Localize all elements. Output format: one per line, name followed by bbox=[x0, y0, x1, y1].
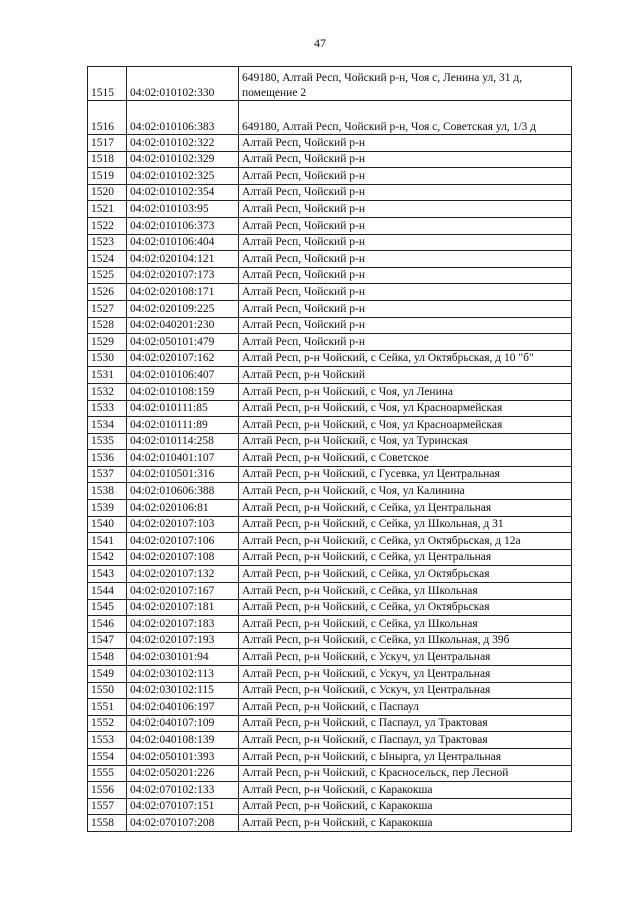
row-number-cell: 1555 bbox=[88, 765, 127, 782]
row-number-cell: 1534 bbox=[88, 417, 127, 434]
row-number-cell: 1523 bbox=[88, 234, 127, 251]
table-row bbox=[88, 201, 572, 218]
address-cell: Алтай Респ, Чойский р-н bbox=[239, 317, 572, 334]
address-cell: Алтай Респ, р-н Чойский, с Сейка, ул Школьная, д 31 bbox=[239, 516, 572, 533]
table-row bbox=[88, 782, 572, 799]
cadastral-number-cell: 04:02:010102:325 bbox=[127, 168, 239, 185]
cadastral-number-cell: 04:02:070102:133 bbox=[127, 782, 239, 799]
address-cell: Алтай Респ, р-н Чойский, с Красносельск, пер Лесной bbox=[239, 765, 572, 782]
row-number-cell: 1544 bbox=[88, 583, 127, 600]
address-cell: Алтай Респ, р-н Чойский, с Паспаул, ул Трактовая bbox=[239, 715, 572, 732]
table-row bbox=[88, 649, 572, 666]
address-cell: Алтай Респ, р-н Чойский, с Чоя, ул Красноармейская bbox=[239, 417, 572, 434]
row-number-cell: 1556 bbox=[88, 782, 127, 799]
cadastral-number-cell: 04:02:020108:171 bbox=[127, 284, 239, 301]
address-cell: Алтай Респ, Чойский р-н bbox=[239, 201, 572, 218]
cadastral-number-cell: 04:02:010103:95 bbox=[127, 201, 239, 218]
property-registry-table bbox=[87, 66, 572, 832]
address-cell: Алтай Респ, р-н Чойский, с Сейка, ул Школьная bbox=[239, 616, 572, 633]
address-cell: Алтай Респ, р-н Чойский bbox=[239, 367, 572, 384]
row-number-cell: 1541 bbox=[88, 533, 127, 550]
registry-table-body bbox=[88, 67, 572, 832]
table-row bbox=[88, 599, 572, 616]
table-row bbox=[88, 549, 572, 566]
address-cell: Алтай Респ, р-н Чойский, с Каракокша bbox=[239, 782, 572, 799]
address-cell: Алтай Респ, р-н Чойский, с Сейка, ул Школьная bbox=[239, 583, 572, 600]
address-cell: Алтай Респ, р-н Чойский, с Сейка, ул Октябрьская bbox=[239, 566, 572, 583]
cadastral-number-cell: 04:02:020107:132 bbox=[127, 566, 239, 583]
row-number-cell: 1520 bbox=[88, 184, 127, 201]
table-row bbox=[88, 466, 572, 483]
address-cell: Алтай Респ, р-н Чойский, с Чоя, ул Красноармейская bbox=[239, 400, 572, 417]
table-row bbox=[88, 67, 572, 101]
table-row bbox=[88, 616, 572, 633]
row-number-cell: 1539 bbox=[88, 500, 127, 517]
row-number-cell: 1531 bbox=[88, 367, 127, 384]
row-number-cell: 1533 bbox=[88, 400, 127, 417]
address-cell: Алтай Респ, Чойский р-н bbox=[239, 168, 572, 185]
address-cell: Алтай Респ, р-н Чойский, с Сейка, ул Октябрьская bbox=[239, 599, 572, 616]
cadastral-number-cell: 04:02:040108:139 bbox=[127, 732, 239, 749]
address-cell: Алтай Респ, р-н Чойский, с Чоя, ул Туринская bbox=[239, 433, 572, 450]
cadastral-number-cell: 04:02:050201:226 bbox=[127, 765, 239, 782]
row-number-cell: 1545 bbox=[88, 599, 127, 616]
row-number-cell: 1530 bbox=[88, 350, 127, 367]
row-number-cell: 1519 bbox=[88, 168, 127, 185]
address-cell: 649180, Алтай Респ, Чойский р-н, Чоя с, Ленина ул, 31 д, помещение 2 bbox=[239, 67, 572, 101]
table-row bbox=[88, 566, 572, 583]
cadastral-number-cell: 04:02:010102:354 bbox=[127, 184, 239, 201]
address-cell: Алтай Респ, р-н Чойский, с Чоя, ул Калинина bbox=[239, 483, 572, 500]
cadastral-number-cell: 04:02:020107:193 bbox=[127, 632, 239, 649]
row-number-cell: 1546 bbox=[88, 616, 127, 633]
row-number-cell: 1515 bbox=[88, 67, 127, 101]
row-number-cell: 1542 bbox=[88, 549, 127, 566]
table-row bbox=[88, 533, 572, 550]
table-row bbox=[88, 334, 572, 351]
table-row bbox=[88, 516, 572, 533]
table-row bbox=[88, 666, 572, 683]
row-number-cell: 1518 bbox=[88, 151, 127, 168]
table-row bbox=[88, 715, 572, 732]
cadastral-number-cell: 04:02:010102:329 bbox=[127, 151, 239, 168]
row-number-cell: 1527 bbox=[88, 300, 127, 317]
cadastral-number-cell: 04:02:020107:183 bbox=[127, 616, 239, 633]
address-cell: Алтай Респ, р-н Чойский, с Чоя, ул Ленина bbox=[239, 383, 572, 400]
cadastral-number-cell: 04:02:010106:373 bbox=[127, 217, 239, 234]
cadastral-number-cell: 04:02:010102:330 bbox=[127, 67, 239, 101]
table-row bbox=[88, 632, 572, 649]
table-row bbox=[88, 798, 572, 815]
table-row bbox=[88, 450, 572, 467]
cadastral-number-cell: 04:02:020107:108 bbox=[127, 549, 239, 566]
table-row bbox=[88, 383, 572, 400]
cadastral-number-cell: 04:02:030101:94 bbox=[127, 649, 239, 666]
row-number-cell: 1543 bbox=[88, 566, 127, 583]
address-cell: Алтай Респ, р-н Чойский, с Сейка, ул Центральная bbox=[239, 549, 572, 566]
address-cell: Алтай Респ, Чойский р-н bbox=[239, 184, 572, 201]
table-row bbox=[88, 417, 572, 434]
row-number-cell: 1557 bbox=[88, 798, 127, 815]
row-number-cell: 1536 bbox=[88, 450, 127, 467]
address-cell: Алтай Респ, р-н Чойский, с Сейка, ул Школьная, д 39б bbox=[239, 632, 572, 649]
table-row bbox=[88, 765, 572, 782]
cadastral-number-cell: 04:02:010501:316 bbox=[127, 466, 239, 483]
address-cell: Алтай Респ, Чойский р-н bbox=[239, 284, 572, 301]
address-cell: Алтай Респ, Чойский р-н bbox=[239, 217, 572, 234]
page-number: 47 bbox=[314, 36, 326, 50]
table-row bbox=[88, 300, 572, 317]
table-row bbox=[88, 699, 572, 716]
table-row bbox=[88, 500, 572, 517]
table-row bbox=[88, 234, 572, 251]
address-cell: Алтай Респ, р-н Чойский, с Ускуч, ул Центральная bbox=[239, 666, 572, 683]
table-row bbox=[88, 135, 572, 152]
row-number-cell: 1521 bbox=[88, 201, 127, 218]
cadastral-number-cell: 04:02:020107:162 bbox=[127, 350, 239, 367]
cadastral-number-cell: 04:02:010401:107 bbox=[127, 450, 239, 467]
cadastral-number-cell: 04:02:070107:208 bbox=[127, 815, 239, 832]
table-row bbox=[88, 267, 572, 284]
row-number-cell: 1551 bbox=[88, 699, 127, 716]
cadastral-number-cell: 04:02:010108:159 bbox=[127, 383, 239, 400]
row-number-cell: 1548 bbox=[88, 649, 127, 666]
row-number-cell: 1552 bbox=[88, 715, 127, 732]
address-cell: Алтай Респ, р-н Чойский, с Ынырга, ул Центральная bbox=[239, 748, 572, 765]
table-row bbox=[88, 732, 572, 749]
cadastral-number-cell: 04:02:010102:322 bbox=[127, 135, 239, 152]
cadastral-number-cell: 04:02:010111:89 bbox=[127, 417, 239, 434]
table-row bbox=[88, 748, 572, 765]
cadastral-number-cell: 04:02:030102:115 bbox=[127, 682, 239, 699]
cadastral-number-cell: 04:02:020106:81 bbox=[127, 500, 239, 517]
cadastral-number-cell: 04:02:010111:85 bbox=[127, 400, 239, 417]
row-number-cell: 1549 bbox=[88, 666, 127, 683]
table-row bbox=[88, 350, 572, 367]
row-number-cell: 1524 bbox=[88, 251, 127, 268]
address-cell: Алтай Респ, р-н Чойский, с Советское bbox=[239, 450, 572, 467]
table-row bbox=[88, 251, 572, 268]
address-cell: 649180, Алтай Респ, Чойский р-н, Чоя с, Советская ул, 1/3 д bbox=[239, 101, 572, 135]
address-cell: Алтай Респ, р-н Чойский, с Сейка, ул Октябрьская, д 10 "б" bbox=[239, 350, 572, 367]
address-cell: Алтай Респ, р-н Чойский, с Сейка, ул Центральная bbox=[239, 500, 572, 517]
cadastral-number-cell: 04:02:020104:121 bbox=[127, 251, 239, 268]
address-cell: Алтай Респ, р-н Чойский, с Ускуч, ул Центральная bbox=[239, 649, 572, 666]
address-cell: Алтай Респ, р-н Чойский, с Паспаул, ул Трактовая bbox=[239, 732, 572, 749]
cadastral-number-cell: 04:02:050101:393 bbox=[127, 748, 239, 765]
cadastral-number-cell: 04:02:010606:388 bbox=[127, 483, 239, 500]
cadastral-number-cell: 04:02:020107:181 bbox=[127, 599, 239, 616]
table-row bbox=[88, 151, 572, 168]
cadastral-number-cell: 04:02:030102:113 bbox=[127, 666, 239, 683]
address-cell: Алтай Респ, р-н Чойский, с Каракокша bbox=[239, 798, 572, 815]
address-cell: Алтай Респ, Чойский р-н bbox=[239, 251, 572, 268]
address-cell: Алтай Респ, Чойский р-н bbox=[239, 334, 572, 351]
address-cell: Алтай Респ, Чойский р-н bbox=[239, 135, 572, 152]
row-number-cell: 1558 bbox=[88, 815, 127, 832]
row-number-cell: 1540 bbox=[88, 516, 127, 533]
row-number-cell: 1535 bbox=[88, 433, 127, 450]
address-cell: Алтай Респ, р-н Чойский, с Гусевка, ул Центральная bbox=[239, 466, 572, 483]
table-row bbox=[88, 815, 572, 832]
address-cell: Алтай Респ, Чойский р-н bbox=[239, 300, 572, 317]
table-row bbox=[88, 217, 572, 234]
address-cell: Алтай Респ, Чойский р-н bbox=[239, 234, 572, 251]
cadastral-number-cell: 04:02:070107:151 bbox=[127, 798, 239, 815]
cadastral-number-cell: 04:02:020107:173 bbox=[127, 267, 239, 284]
row-number-cell: 1522 bbox=[88, 217, 127, 234]
address-cell: Алтай Респ, Чойский р-н bbox=[239, 267, 572, 284]
address-cell: Алтай Респ, р-н Чойский, с Ускуч, ул Центральная bbox=[239, 682, 572, 699]
cadastral-number-cell: 04:02:020107:167 bbox=[127, 583, 239, 600]
address-cell: Алтай Респ, Чойский р-н bbox=[239, 151, 572, 168]
cadastral-number-cell: 04:02:040201:230 bbox=[127, 317, 239, 334]
address-cell: Алтай Респ, р-н Чойский, с Каракокша bbox=[239, 815, 572, 832]
cadastral-number-cell: 04:02:050101:479 bbox=[127, 334, 239, 351]
cadastral-number-cell: 04:02:010106:404 bbox=[127, 234, 239, 251]
table-row bbox=[88, 101, 572, 135]
row-number-cell: 1525 bbox=[88, 267, 127, 284]
cadastral-number-cell: 04:02:010106:407 bbox=[127, 367, 239, 384]
row-number-cell: 1528 bbox=[88, 317, 127, 334]
table-row bbox=[88, 184, 572, 201]
cadastral-number-cell: 04:02:040106:197 bbox=[127, 699, 239, 716]
table-row bbox=[88, 583, 572, 600]
row-number-cell: 1532 bbox=[88, 383, 127, 400]
row-number-cell: 1547 bbox=[88, 632, 127, 649]
cadastral-number-cell: 04:02:020109:225 bbox=[127, 300, 239, 317]
row-number-cell: 1537 bbox=[88, 466, 127, 483]
cadastral-number-cell: 04:02:020107:106 bbox=[127, 533, 239, 550]
table-row bbox=[88, 367, 572, 384]
table-row bbox=[88, 433, 572, 450]
row-number-cell: 1553 bbox=[88, 732, 127, 749]
table-row bbox=[88, 284, 572, 301]
row-number-cell: 1516 bbox=[88, 101, 127, 135]
table-row bbox=[88, 168, 572, 185]
cadastral-number-cell: 04:02:020107:103 bbox=[127, 516, 239, 533]
row-number-cell: 1526 bbox=[88, 284, 127, 301]
table-row bbox=[88, 682, 572, 699]
row-number-cell: 1538 bbox=[88, 483, 127, 500]
cadastral-number-cell: 04:02:040107:109 bbox=[127, 715, 239, 732]
row-number-cell: 1517 bbox=[88, 135, 127, 152]
row-number-cell: 1550 bbox=[88, 682, 127, 699]
address-cell: Алтай Респ, р-н Чойский, с Сейка, ул Октябрьская, д 12а bbox=[239, 533, 572, 550]
cadastral-number-cell: 04:02:010114:258 bbox=[127, 433, 239, 450]
row-number-cell: 1554 bbox=[88, 748, 127, 765]
table-row bbox=[88, 317, 572, 334]
table-row bbox=[88, 400, 572, 417]
address-cell: Алтай Респ, р-н Чойский, с Паспаул bbox=[239, 699, 572, 716]
row-number-cell: 1529 bbox=[88, 334, 127, 351]
table-row bbox=[88, 483, 572, 500]
cadastral-number-cell: 04:02:010106:383 bbox=[127, 101, 239, 135]
